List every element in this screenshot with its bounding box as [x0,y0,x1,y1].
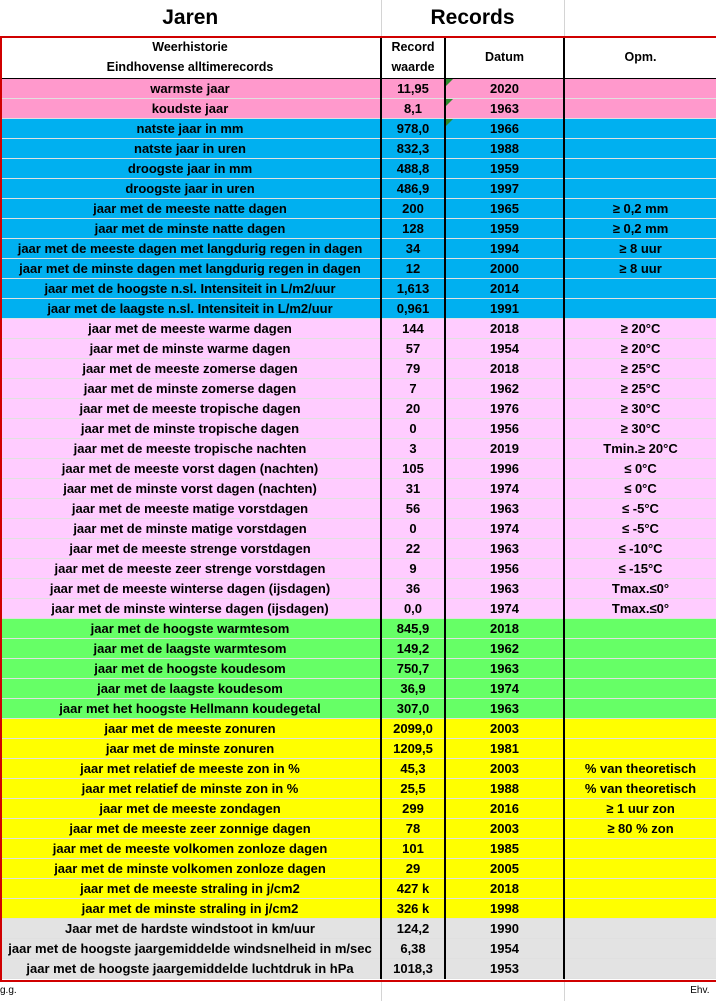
record-year: 1976 [445,399,564,419]
record-value: 31 [381,479,445,499]
record-note [564,179,716,199]
record-value: 9 [381,559,445,579]
record-year: 1985 [445,839,564,859]
title-records: Records [381,0,564,36]
table-row [0,639,716,659]
table-row [0,279,716,299]
record-note: ≤ -15°C [564,559,716,579]
record-value: 22 [381,539,445,559]
record-value: 488,8 [381,159,445,179]
record-year: 1954 [445,939,564,959]
record-label: jaar met de meeste zonuren [0,719,381,739]
record-value: 20 [381,399,445,419]
record-label: jaar met de meeste zomerse dagen [0,359,381,379]
record-value: 8,1 [381,99,445,119]
record-note: ≥ 1 uur zon [564,799,716,819]
record-value: 57 [381,339,445,359]
record-value: 1,613 [381,279,445,299]
record-value: 79 [381,359,445,379]
record-label: jaar met de hoogste koudesom [0,659,381,679]
record-label: droogste jaar in uren [0,179,381,199]
record-year: 2000 [445,259,564,279]
record-label: jaar met de meeste vorst dagen (nachten) [0,459,381,479]
record-label: jaar met relatief de meeste zon in % [0,759,381,779]
table-row [0,559,716,579]
record-value: 124,2 [381,919,445,939]
record-note [564,719,716,739]
header-record: Record [382,37,444,57]
record-value: 0 [381,519,445,539]
record-label: jaar met de minste zonuren [0,739,381,759]
record-year: 1997 [445,179,564,199]
record-note [564,639,716,659]
table-row [0,259,716,279]
record-label: jaar met de meeste natte dagen [0,199,381,219]
table-row [0,479,716,499]
record-year: 1974 [445,519,564,539]
record-note [564,919,716,939]
record-label: jaar met de meeste straling in j/cm2 [0,879,381,899]
record-label: jaar met de laagste warmtesom [0,639,381,659]
record-label: jaar met de meeste volkomen zonloze dagen [0,839,381,859]
title-jaren: Jaren [0,0,381,36]
record-note: ≤ 0°C [564,479,716,499]
record-label: jaar met de hoogste n.sl. Intensiteit in L/m2/uur [0,279,381,299]
record-note [564,939,716,959]
footer-right: Ehv. [564,979,716,1001]
title-row [0,0,716,36]
record-value: 0 [381,419,445,439]
record-note [564,739,716,759]
record-label: natste jaar in mm [0,119,381,139]
record-label: jaar met de minste tropische dagen [0,419,381,439]
record-year: 1954 [445,339,564,359]
record-year: 2018 [445,879,564,899]
record-note: Tmax.≤0° [564,579,716,599]
record-label: jaar met de minste straling in j/cm2 [0,899,381,919]
record-label: jaar met de hoogste jaargemiddelde windsnelheid in m/sec [0,939,381,959]
table-row [0,679,716,699]
record-year: 2003 [445,759,564,779]
record-note: ≥ 25°C [564,359,716,379]
record-note: % van theoretisch [564,779,716,799]
record-note [564,139,716,159]
column-header-date: Datum [445,36,564,79]
table-row [0,579,716,599]
record-year: 2003 [445,819,564,839]
record-value: 12 [381,259,445,279]
record-label: jaar met de meeste tropische dagen [0,399,381,419]
record-note [564,279,716,299]
title-empty-cell [564,0,716,36]
record-note [564,879,716,899]
record-note: Tmin.≥ 20°C [564,439,716,459]
record-note [564,899,716,919]
record-note [564,99,716,119]
table-row [0,459,716,479]
record-value: 307,0 [381,699,445,719]
record-year: 2018 [445,359,564,379]
table-row [0,339,716,359]
record-note: ≥ 20°C [564,319,716,339]
table-row [0,599,716,619]
table-row [0,659,716,679]
table-row [0,299,716,319]
record-value: 56 [381,499,445,519]
table-row [0,239,716,259]
record-year: 1974 [445,679,564,699]
record-year: 1966 [445,119,564,139]
record-year: 1962 [445,379,564,399]
record-note: ≤ 0°C [564,459,716,479]
record-year: 1956 [445,559,564,579]
table-row [0,359,716,379]
record-label: jaar met de meeste zondagen [0,799,381,819]
record-year: 2014 [445,279,564,299]
record-note: ≥ 0,2 mm [564,199,716,219]
record-value: 78 [381,819,445,839]
record-note [564,659,716,679]
record-year: 1991 [445,299,564,319]
record-label: natste jaar in uren [0,139,381,159]
record-value: 45,3 [381,759,445,779]
table-row [0,159,716,179]
table-row [0,79,716,99]
record-value: 36 [381,579,445,599]
record-label: jaar met de meeste strenge vorstdagen [0,539,381,559]
record-year: 2016 [445,799,564,819]
record-label: Jaar met de hardste windstoot in km/uur [0,919,381,939]
record-note [564,679,716,699]
record-year: 1953 [445,959,564,979]
record-note: ≤ -5°C [564,519,716,539]
record-label: jaar met de minste warme dagen [0,339,381,359]
footer-empty [381,979,564,1001]
record-year: 2020 [445,79,564,99]
header-eindhovense: Eindhovense alltimerecords [0,57,380,77]
header-weerhistorie: Weerhistorie [0,37,380,57]
footer-row [0,979,716,1001]
record-value: 11,95 [381,79,445,99]
record-year: 1963 [445,99,564,119]
record-value: 750,7 [381,659,445,679]
table-row [0,139,716,159]
table-row [0,419,716,439]
record-year: 1996 [445,459,564,479]
table-row [0,919,716,939]
record-note: ≥ 30°C [564,419,716,439]
record-note [564,159,716,179]
record-year: 1994 [445,239,564,259]
record-value: 832,3 [381,139,445,159]
record-note: Tmax.≤0° [564,599,716,619]
record-label: jaar met de minste dagen met langdurig regen in dagen [0,259,381,279]
column-header-row [0,36,716,79]
footer-left: g.g. [0,979,381,1001]
record-value: 101 [381,839,445,859]
table-row [0,99,716,119]
table-row [0,819,716,839]
record-year: 1963 [445,699,564,719]
record-note [564,699,716,719]
record-value: 1018,3 [381,959,445,979]
record-note: % van theoretisch [564,759,716,779]
record-label: jaar met de meeste dagen met langdurig regen in dagen [0,239,381,259]
table-row [0,319,716,339]
record-value: 36,9 [381,679,445,699]
record-value: 2099,0 [381,719,445,739]
record-year: 1988 [445,139,564,159]
table-row [0,199,716,219]
record-year: 2019 [445,439,564,459]
record-label: jaar met relatief de minste zon in % [0,779,381,799]
record-note [564,79,716,99]
record-label: jaar met de meeste zeer zonnige dagen [0,819,381,839]
record-label: jaar met de meeste warme dagen [0,319,381,339]
record-value: 299 [381,799,445,819]
record-value: 0,0 [381,599,445,619]
column-header-note: Opm. [564,36,716,79]
table-row [0,859,716,879]
record-note: ≥ 8 uur [564,259,716,279]
record-note [564,119,716,139]
record-year: 1956 [445,419,564,439]
record-value: 427 k [381,879,445,899]
record-year: 1988 [445,779,564,799]
record-value: 25,5 [381,779,445,799]
record-note [564,959,716,979]
record-note: ≥ 30°C [564,399,716,419]
record-value: 845,9 [381,619,445,639]
record-year: 1981 [445,739,564,759]
table-row [0,739,716,759]
record-value: 0,961 [381,299,445,319]
record-label: droogste jaar in mm [0,159,381,179]
record-year: 1965 [445,199,564,219]
record-value: 200 [381,199,445,219]
table-row [0,379,716,399]
record-note: ≥ 8 uur [564,239,716,259]
record-value: 128 [381,219,445,239]
record-year: 1974 [445,479,564,499]
record-value: 7 [381,379,445,399]
record-label: jaar met de laagste n.sl. Intensiteit in L/m2/uur [0,299,381,319]
table-row [0,439,716,459]
comment-marker [446,119,453,126]
record-value: 326 k [381,899,445,919]
record-value: 978,0 [381,119,445,139]
table-row [0,219,716,239]
record-year: 1974 [445,599,564,619]
record-year: 1998 [445,899,564,919]
table-row [0,719,716,739]
record-year: 1963 [445,579,564,599]
record-label: jaar met de meeste zeer strenge vorstdagen [0,559,381,579]
table-row [0,179,716,199]
record-label: jaar met de meeste matige vorstdagen [0,499,381,519]
record-year: 1963 [445,499,564,519]
table-row [0,539,716,559]
record-note: ≥ 80 % zon [564,819,716,839]
table-row [0,699,716,719]
record-label: jaar met de minste natte dagen [0,219,381,239]
record-label: jaar met de minste winterse dagen (ijsdagen) [0,599,381,619]
record-value: 34 [381,239,445,259]
record-value: 149,2 [381,639,445,659]
table-row [0,499,716,519]
record-value: 6,38 [381,939,445,959]
record-label: jaar met de meeste tropische nachten [0,439,381,459]
record-year: 1959 [445,219,564,239]
record-year: 2018 [445,319,564,339]
record-label: jaar met de meeste winterse dagen (ijsdagen) [0,579,381,599]
record-note: ≥ 0,2 mm [564,219,716,239]
record-label: jaar met het hoogste Hellmann koudegetal [0,699,381,719]
record-label: jaar met de minste zomerse dagen [0,379,381,399]
record-label: jaar met de minste volkomen zonloze dagen [0,859,381,879]
table-row [0,959,716,979]
record-label: jaar met de minste vorst dagen (nachten) [0,479,381,499]
record-label: warmste jaar [0,79,381,99]
record-value: 144 [381,319,445,339]
header-waarde: waarde [382,57,444,77]
table-row [0,939,716,959]
record-value: 105 [381,459,445,479]
comment-marker [446,79,453,86]
record-note: ≤ -10°C [564,539,716,559]
record-label: jaar met de hoogste jaargemiddelde luchtdruk in hPa [0,959,381,979]
record-note: ≥ 25°C [564,379,716,399]
table-row [0,839,716,859]
record-label: jaar met de laagste koudesom [0,679,381,699]
record-value: 3 [381,439,445,459]
record-note [564,619,716,639]
record-year: 1963 [445,539,564,559]
table-row [0,519,716,539]
record-year: 1959 [445,159,564,179]
record-note [564,839,716,859]
record-label: jaar met de minste matige vorstdagen [0,519,381,539]
comment-marker [446,99,453,106]
record-note: ≤ -5°C [564,499,716,519]
record-year: 1962 [445,639,564,659]
table-row [0,899,716,919]
column-header-value [381,36,445,79]
record-year: 2003 [445,719,564,739]
record-value: 486,9 [381,179,445,199]
column-header-description [0,36,381,79]
table-row [0,619,716,639]
record-note [564,859,716,879]
record-value: 1209,5 [381,739,445,759]
record-note: ≥ 20°C [564,339,716,359]
record-year: 2005 [445,859,564,879]
record-label: jaar met de hoogste warmtesom [0,619,381,639]
table-row [0,779,716,799]
record-note [564,299,716,319]
table-row [0,879,716,899]
table-row [0,119,716,139]
table-row [0,399,716,419]
record-label: koudste jaar [0,99,381,119]
table-row [0,759,716,779]
table-row [0,799,716,819]
record-year: 1963 [445,659,564,679]
record-value: 29 [381,859,445,879]
record-year: 1990 [445,919,564,939]
record-year: 2018 [445,619,564,639]
